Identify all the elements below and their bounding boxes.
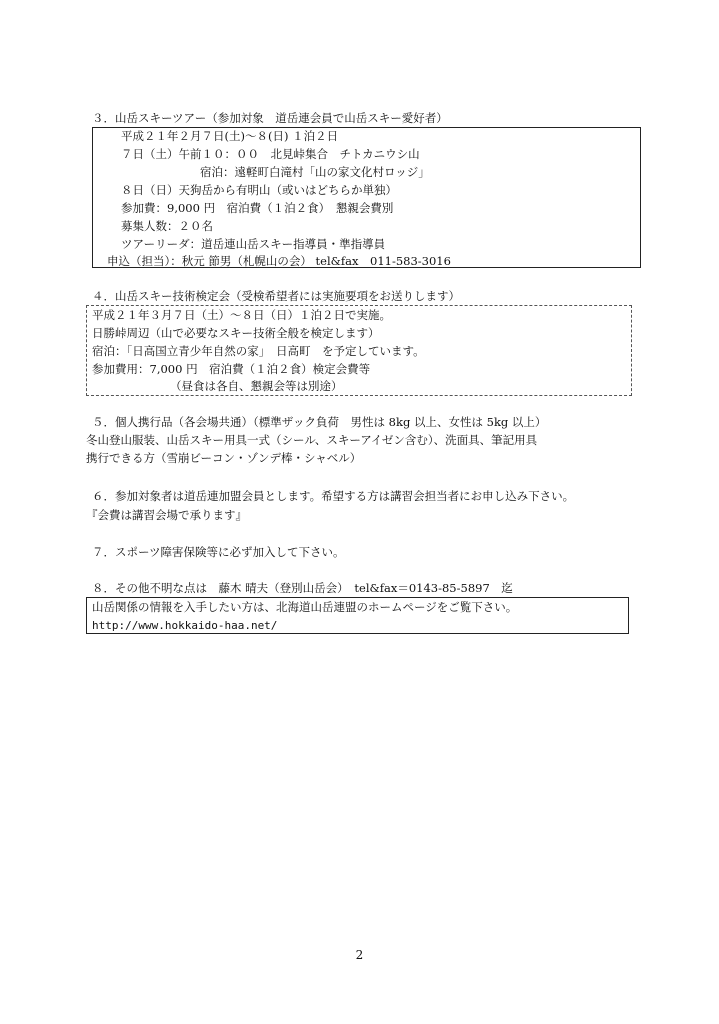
- section-7-line-1: ７．スポーツ障害保険等に必ず加入して下さい。: [92, 545, 345, 559]
- section-3-line-8: 申込（担当）：秋元 節男（札幌山の会） tel&fax 011-583-3016: [107, 254, 451, 268]
- section-4-line-3: 宿泊：「日高国立青少年自然の家」 日高町 を予定しています。: [92, 344, 425, 358]
- section-3-line-1: 平成２１年２月７日(土)～８(日) １泊２日: [121, 129, 339, 143]
- section-4-line-2: 日勝峠周辺（山で必要なスキー技術全般を検定します）: [92, 326, 380, 340]
- section-3-line-2: ７日（土）午前１０：００ 北見峠集合 チトカニウシ山: [121, 147, 420, 161]
- section-8-line-2: 山岳関係の情報を入手したい方は、北海道山岳連盟のホームページをご覧下さい。: [92, 600, 518, 614]
- page-number: 2: [355, 948, 364, 962]
- section-4-line-4: 参加費用：7,000 円 宿泊費（１泊２食）検定会費等: [92, 362, 371, 376]
- section-3-heading: ３．山岳スキーツアー（参加対象 道岳連会員で山岳スキー愛好者）: [92, 111, 448, 125]
- section-4-line-1: 平成２１年３月７日（土）～８日（日）１泊２日で実施。: [92, 308, 391, 322]
- section-5-line-3: 携行できる方（雪崩ビーコン・ゾンデ棒・シャベル）: [86, 451, 362, 465]
- section-3-line-5: 参加費：9,000 円 宿泊費（１泊２食） 懇親会費別: [121, 201, 394, 215]
- section-5-line-2: 冬山登山服装、山岳スキー用具一式（シール、スキーアイゼン含む）、洗面具、筆記用具: [86, 433, 538, 447]
- section-6-line-1: ６．参加対象者は道岳連加盟会員とします。希望する方は講習会担当者にお申し込み下さい。: [92, 489, 575, 503]
- section-3-line-7: ツアーリーダ：道岳連山岳スキー指導員・準指導員: [121, 237, 386, 251]
- section-3-line-4: ８日（日）天狗岳から有明山（或いはどちらか単独）: [121, 183, 397, 197]
- section-3-line-6: 募集人数：２０名: [121, 219, 213, 233]
- section-3-line-3: 宿泊：遠軽町白滝村「山の家文化村ロッジ」: [200, 165, 430, 179]
- section-4-line-5: （昼食は各自、懇親会等は別途）: [170, 379, 343, 393]
- section-6-line-2: 『会費は講習会場で承ります』: [86, 508, 247, 522]
- section-5-line-1: ５．個人携行品（各会場共通）（標準ザック負荷 男性は 8kg 以上、女性は 5kg 以上）: [92, 415, 547, 429]
- section-4-heading: ４．山岳スキー技術検定会（受検希望者には実施要項をお送りします）: [92, 289, 460, 303]
- section-8-line-1: ８．その他不明な点は 藤木 晴夫（登別山岳会） tel&fax＝0143-85-5897 迄: [92, 581, 513, 595]
- homepage-url: http://www.hokkaido-haa.net/: [92, 619, 278, 632]
